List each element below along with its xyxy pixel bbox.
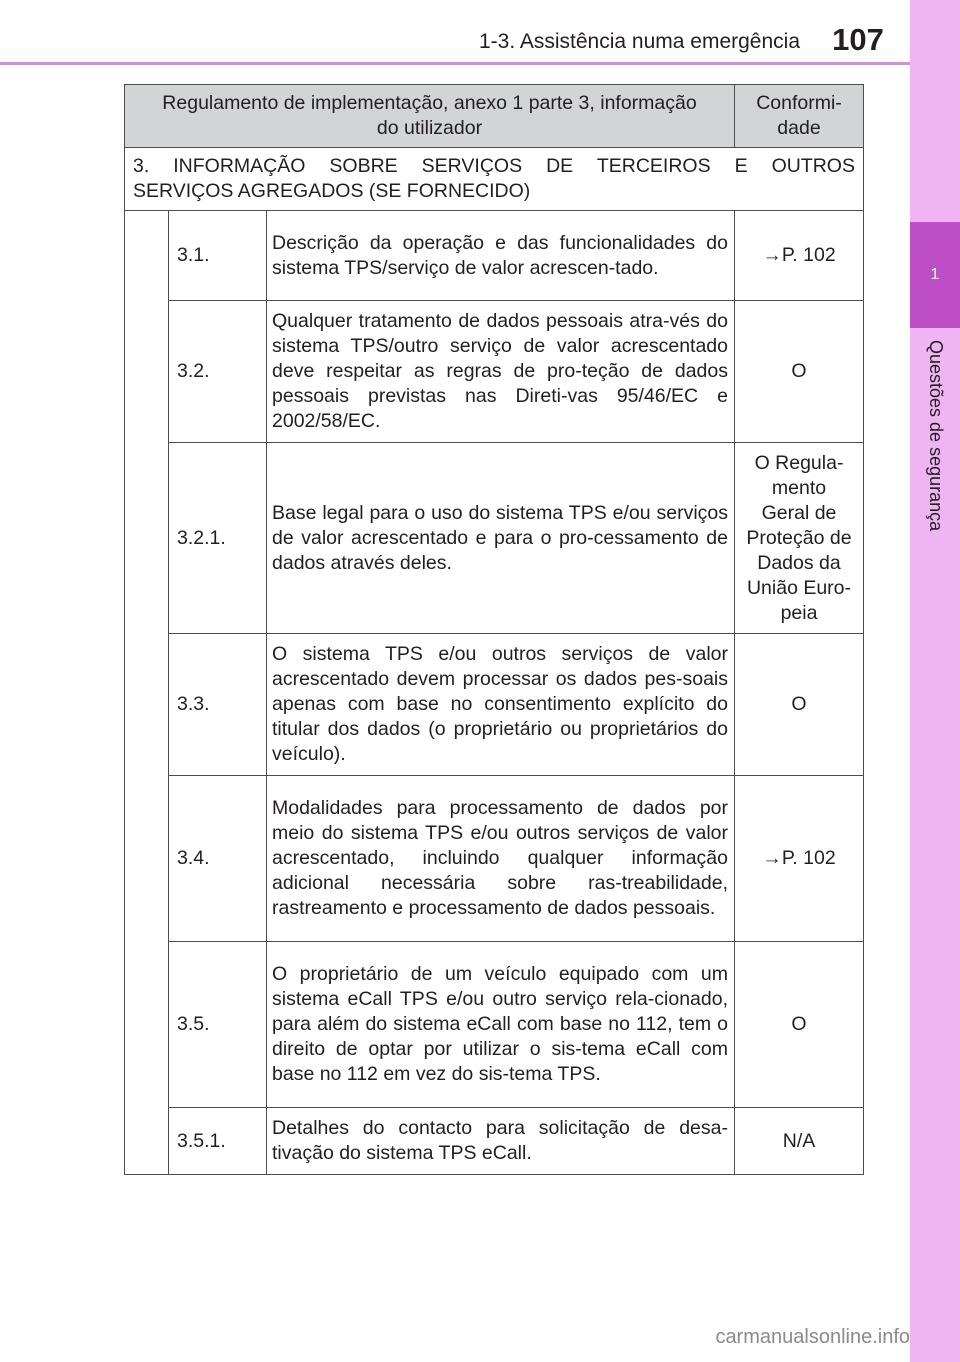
table-row [125,301,864,443]
row-conformity: O [735,301,864,443]
table-row [125,942,864,1108]
header-conformity [735,85,864,148]
conformity-table [124,84,864,1175]
row-number: 3.5.1. [169,1108,267,1175]
section-heading-line2: SERVIÇOS AGREGADOS (SE FORNECIDO) [133,180,531,202]
conformity-line: mento [771,476,827,499]
header-regulation-line1: Regulamento de implementação, anexo 1 parte 3, informação [162,92,697,114]
header-regulation-line2: do utilizador [376,117,483,139]
chapter-number-badge: 1 [910,222,960,328]
header-divider [0,62,910,65]
chapter-label: Questões de segurança [926,340,946,532]
table-row [125,211,864,301]
row-description: O proprietário de um veículo equipado com um sistema eCall TPS e/ou outro serviço rela-cionado, para além do sistema eCall com base no 112, tem o direito de optar por utilizar o sis-tema eCall com base no 112 em vez do sis-tema TPS. [267,942,735,1108]
row-number: 3.2.1. [169,443,267,634]
conformity-line: União Euro- [746,576,852,599]
row-description: Base legal para o uso do sistema TPS e/ou serviços de valor acrescentado e para o pro-cessamento de dados através deles. [267,443,735,634]
conformity-line: Geral de [761,501,837,524]
table-row [125,1108,864,1175]
watermark: carmanualsonline.info [715,1326,910,1348]
header-regulation [125,85,735,148]
page-number: 107 [832,22,884,57]
row-conformity: →P. 102 [735,776,864,942]
row-number: 3.1. [169,211,267,301]
table-header-row [125,85,864,148]
conformity-line: Proteção de [746,526,852,549]
row-number: 3.3. [169,634,267,776]
conformity-line: O Regula- [754,451,844,474]
header-conformity-line1: Conformi- [756,92,842,114]
table-row [125,443,864,634]
table-row [125,634,864,776]
row-conformity: →P. 102 [735,211,864,301]
section-heading-line1: 3. INFORMAÇÃO SOBRE SERVIÇOS DE TERCEIROS E OUTROS [133,155,855,177]
row-number: 3.4. [169,776,267,942]
row-conformity [735,443,864,634]
section-row [125,148,864,211]
header-conformity-line2: dade [777,117,821,139]
row-description: Detalhes do contacto para solicitação de desa-tivação do sistema TPS eCall. [267,1108,735,1175]
section-title: 1-3. Assistência numa emergência [479,30,800,53]
row-conformity: O [735,634,864,776]
row-conformity: N/A [735,1108,864,1175]
chapter-side-tab [910,0,960,1362]
row-conformity: O [735,942,864,1108]
row-description: Descrição da operação e das funcionalidades do sistema TPS/serviço de valor acrescen-tado. [267,211,735,301]
conformity-line: peia [780,601,818,624]
section-heading [125,148,864,211]
row-description: Qualquer tratamento de dados pessoais atra-vés do sistema TPS/outro serviço de valor acrescentado deve respeitar as regras de pro-teção de dados pessoais previstas nas Direti-vas 95/46/EC e 2002/58/EC. [267,301,735,443]
row-description: O sistema TPS e/ou outros serviços de valor acrescentado devem processar os dados pes-soais apenas com base no consentimento explícito do titular dos dados (o proprietário ou proprietários do veículo). [267,634,735,776]
conformity-line: Dados da [757,551,841,574]
row-number: 3.2. [169,301,267,443]
indent-column [125,211,169,1175]
row-number: 3.5. [169,942,267,1108]
row-description: Modalidades para processamento de dados por meio do sistema TPS e/ou outros serviços de valor acrescentado, incluindo qualquer informação adicional necessária sobre ras-treabilidade, rastreamento e processamento de dados pessoais. [267,776,735,942]
table-row [125,776,864,942]
